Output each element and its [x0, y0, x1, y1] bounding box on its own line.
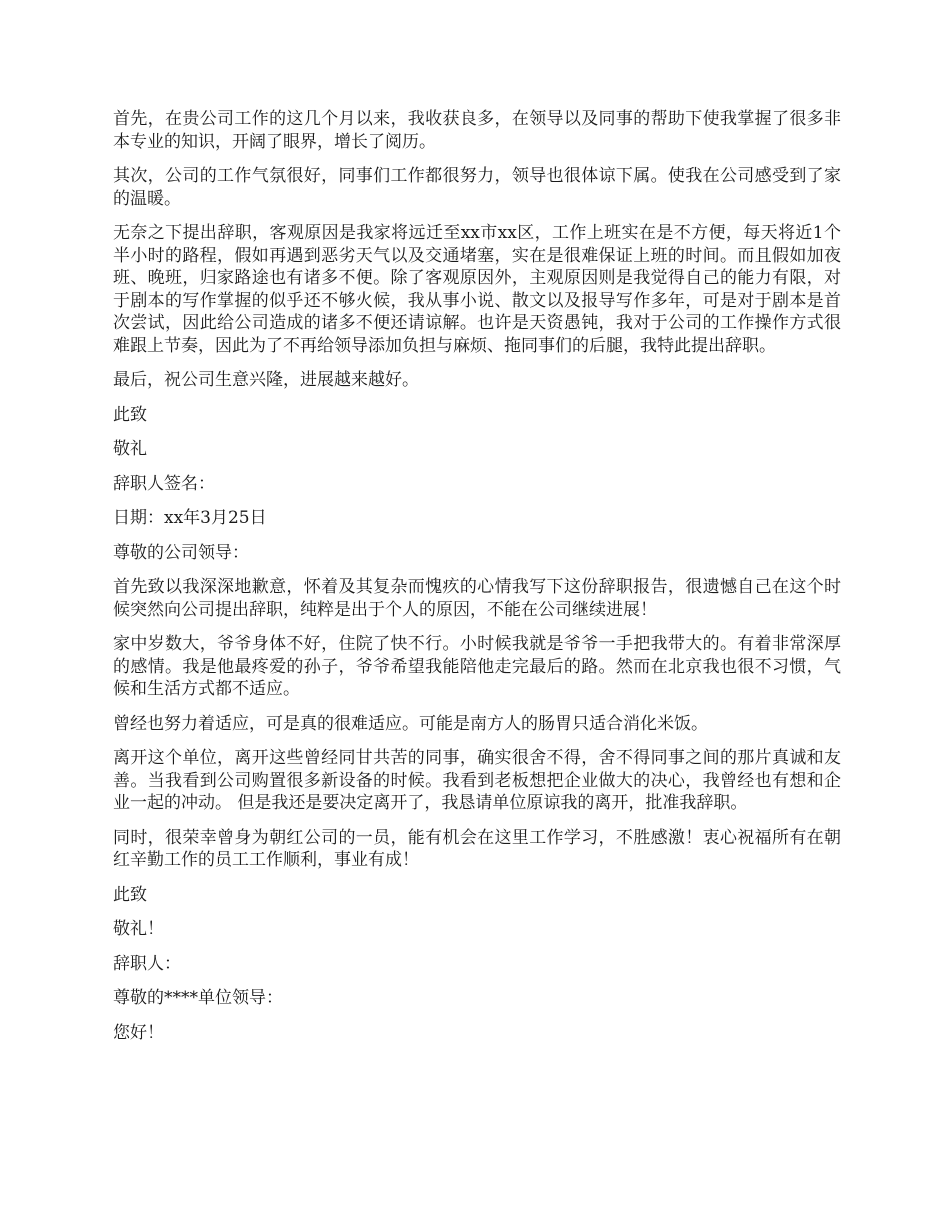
closing-line: 敬礼: [113, 439, 147, 459]
paragraph: 首先，在贵公司工作的这几个月以来，我收获良多，在领导以及同事的帮助下使我掌握了很多非本专业的知识，开阔了眼界，增长了阅历。: [113, 109, 841, 152]
paragraph: 同时，很荣幸曾身为朝红公司的一员，能有机会在这里工作学习，不胜感激！衷心祝福所有在朝红辛勤工作的员工工作顺利，事业有成！: [113, 827, 841, 870]
paragraph: 离开这个单位，离开这些曾经同甘共苦的同事，确实很舍不得，舍不得同事之间的那片真诚和友善。当我看到公司购置很多新设备的时候。我看到老板想把企业做大的决心，我曾经也有想和企业一起的冲动。 但是我还是要决定离开了，我恳请单位原谅我的离开，批准我辞职。: [113, 748, 841, 813]
signature-line: 辞职人签名：: [113, 473, 215, 494]
closing-line: 敬礼！: [113, 919, 164, 939]
salutation: 尊敬的公司领导：: [113, 542, 249, 563]
salutation: 尊敬的****单位领导：: [113, 988, 283, 1008]
closing-line: 此致: [113, 884, 147, 905]
paragraph: 首先致以我深深地歉意，怀着及其复杂而愧疚的心情我写下这份辞职报告，很遗憾自己在这个时候突然向公司提出辞职，纯粹是出于个人的原因，不能在公司继续进展！: [113, 577, 841, 620]
paragraph: 曾经也努力着适应，可是真的很难适应。可能是南方人的肠胃只适合消化米饭。: [113, 713, 708, 734]
document-body: [113, 108, 841, 1056]
greeting: 您好！: [113, 1022, 164, 1043]
paragraph: 其次，公司的工作气氛很好，同事们工作都很努力，领导也很体谅下属。使我在公司感受到了家的温暖。: [113, 166, 841, 209]
paragraph: 家中岁数大，爷爷身体不好，住院了快不行。小时候我就是爷爷一手把我带大的。有着非常深厚的感情。我是他最疼爱的孙子，爷爷希望我能陪他走完最后的路。然而在北京我也很不习惯，气候和生活方式都不适应。: [113, 634, 841, 699]
date-line: 日期：xx年3月25日: [113, 508, 267, 528]
paragraph: 无奈之下提出辞职，客观原因是我家将远迁至xx市xx区，工作上班实在是不方便，每天将近1个半小时的路程，假如再遇到恶劣天气以及交通堵塞，实在是很难保证上班的时间。而且假如加夜班、晚班，归家路途也有诸多不便。除了客观原因外，主观原因则是我觉得自己的能力有限，对于剧本的写作掌握的似乎还不够火候，我从事小说、散文以及报导写作多年，可是对于剧本是首次尝试，因此给公司造成的诸多不便还请谅解。也许是天资愚钝，我对于公司的工作操作方式很难跟上节奏，因此为了不再给领导添加负担与麻烦、拖同事们的后腿，我特此提出辞职。: [113, 223, 841, 356]
closing-line: 此致: [113, 404, 147, 425]
paragraph: 最后，祝公司生意兴隆，进展越来越好。: [113, 370, 419, 390]
signature-line: 辞职人：: [113, 953, 181, 974]
